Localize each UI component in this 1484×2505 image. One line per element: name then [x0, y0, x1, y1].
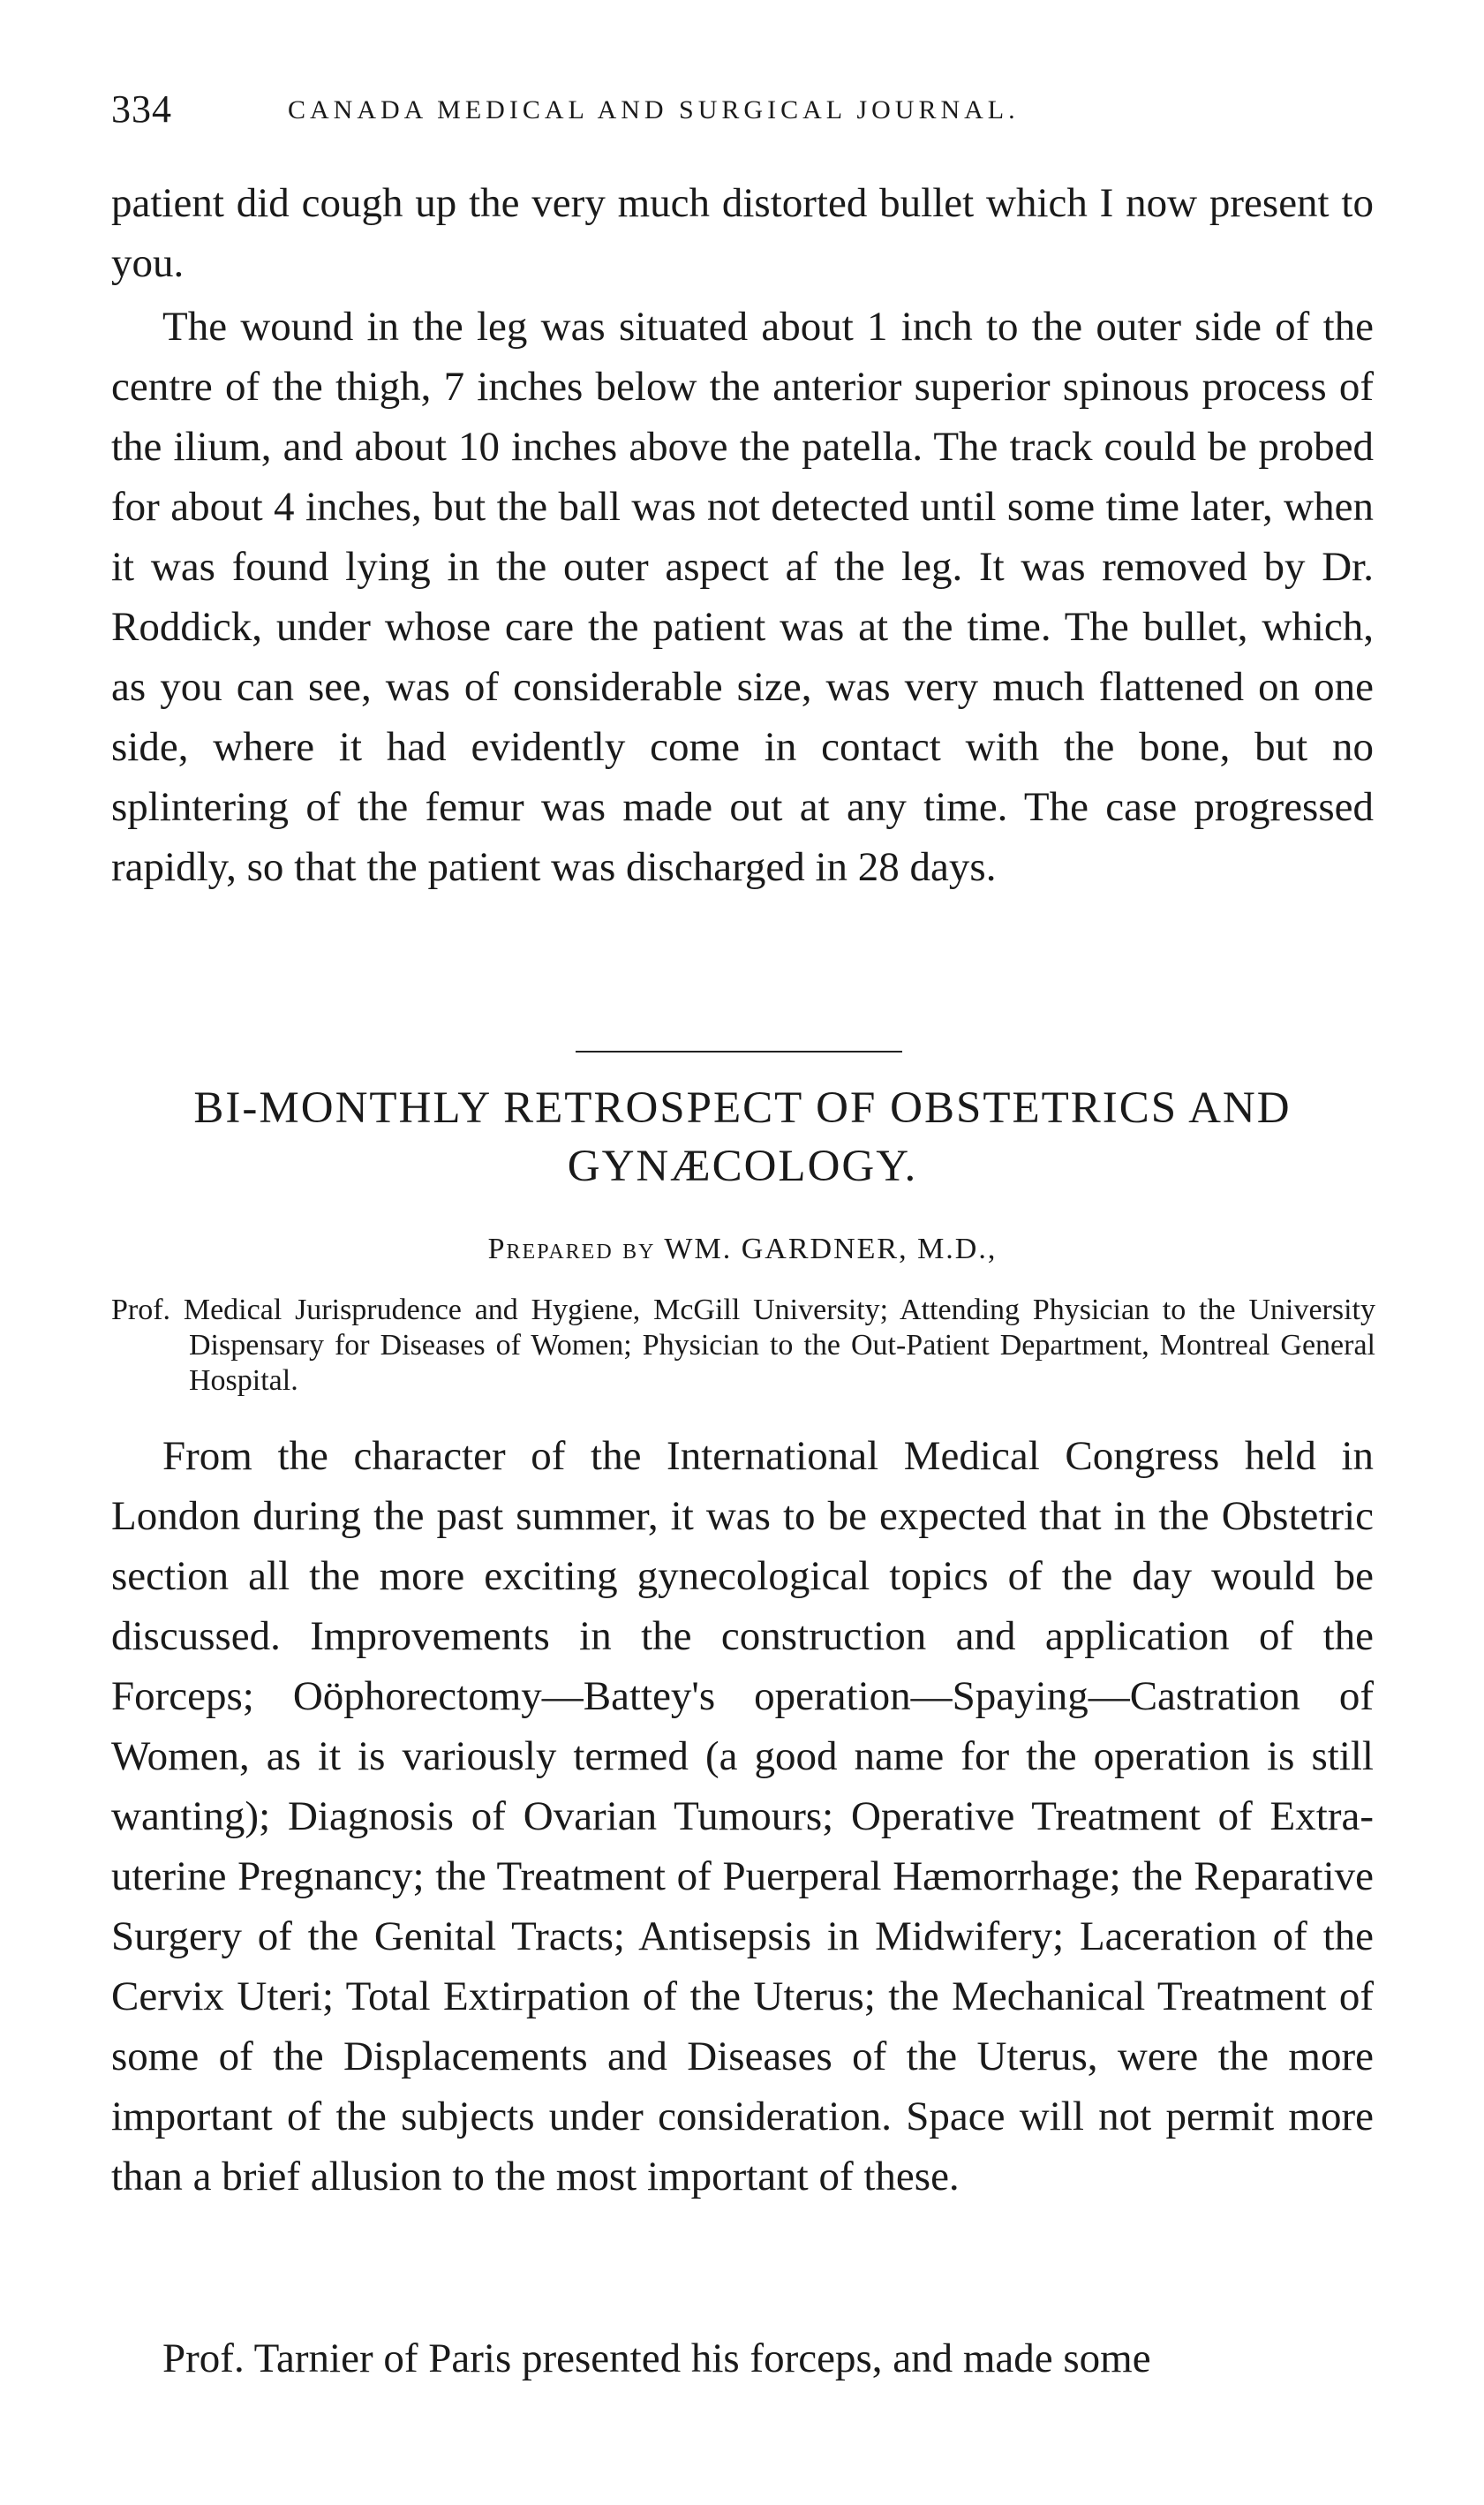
author-affiliation: Prof. Medical Jurisprudence and Hygiene, McGill University; Attending Physician to the University Dispensary for Diseases of Women; Physician to the Out-Patient Department, Montreal General Hospital. [111, 1294, 1375, 1397]
author-byline: Prepared by WM. GARDNER, M.D., [487, 1233, 998, 1265]
intro-paragraph: From the character of the International Medical Congress held in London during the past summer, it was to be expected that in the Obstetric section all the more exciting gynecological topics of the day would be discussed. Improvements in the construction and application of the Forceps; Oöphorectomy—Battey's operation—Spaying—Castration of Women, as it is variously termed (a good name for the operation is still wanting); Diagnosis of Ovarian Tumours; Operative Treatment of Extra-uterine Pregnancy; the Treatment of Puerperal Hæmorrhage; the Reparative Surgery of the Genital Tracts; Antisepsis in Midwifery; Laceration of the Cervix Uteri; Total Extirpation of the Uterus; the Mechanical Treatment of some of the Displacements and Diseases of the Uterus, were the more important of the subjects under consideration. Space will not permit more than a brief allusion to the most important of these. [111, 1433, 1374, 2199]
section-heading: BI-MONTHLY RETROSPECT OF OBSTETRICS AND GYNÆCOLOGY. [193, 1083, 1292, 1191]
page-number: 334 [111, 87, 172, 131]
running-head [111, 87, 1365, 140]
intro-paragraph-block [111, 1426, 1374, 2207]
opening-paragraph-block [111, 173, 1374, 293]
section-divider [576, 1051, 902, 1053]
opening-paragraph: patient did cough up the very much distorted bullet which I now present to you. [111, 180, 1374, 286]
tarnier-paragraph: Prof. Tarnier of Paris presented his forceps, and made some [162, 2335, 1151, 2381]
journal-title: CANADA MEDICAL AND SURGICAL JOURNAL. [288, 95, 1020, 124]
tarnier-paragraph-block [111, 2328, 1374, 2388]
wound-paragraph: The wound in the leg was situated about 1 inch to the outer side of the centre of the thigh, 7 inches below the anterior superior spinous process of the ilium, and about 10 inches above the patella. The track could be probed for about 4 inches, but the ball was not detected until some time later, when it was found lying in the outer aspect af the leg. It was removed by Dr. Roddick, under whose care the patient was at the time. The bullet, which, as you can see, was of considerable size, was very much flattened on one side, where it had evidently come in contact with the bone, but no splintering of the femur was made out at any time. The case progressed rapidly, so that the patient was discharged in 28 days. [111, 304, 1374, 890]
wound-paragraph-block [111, 297, 1374, 897]
